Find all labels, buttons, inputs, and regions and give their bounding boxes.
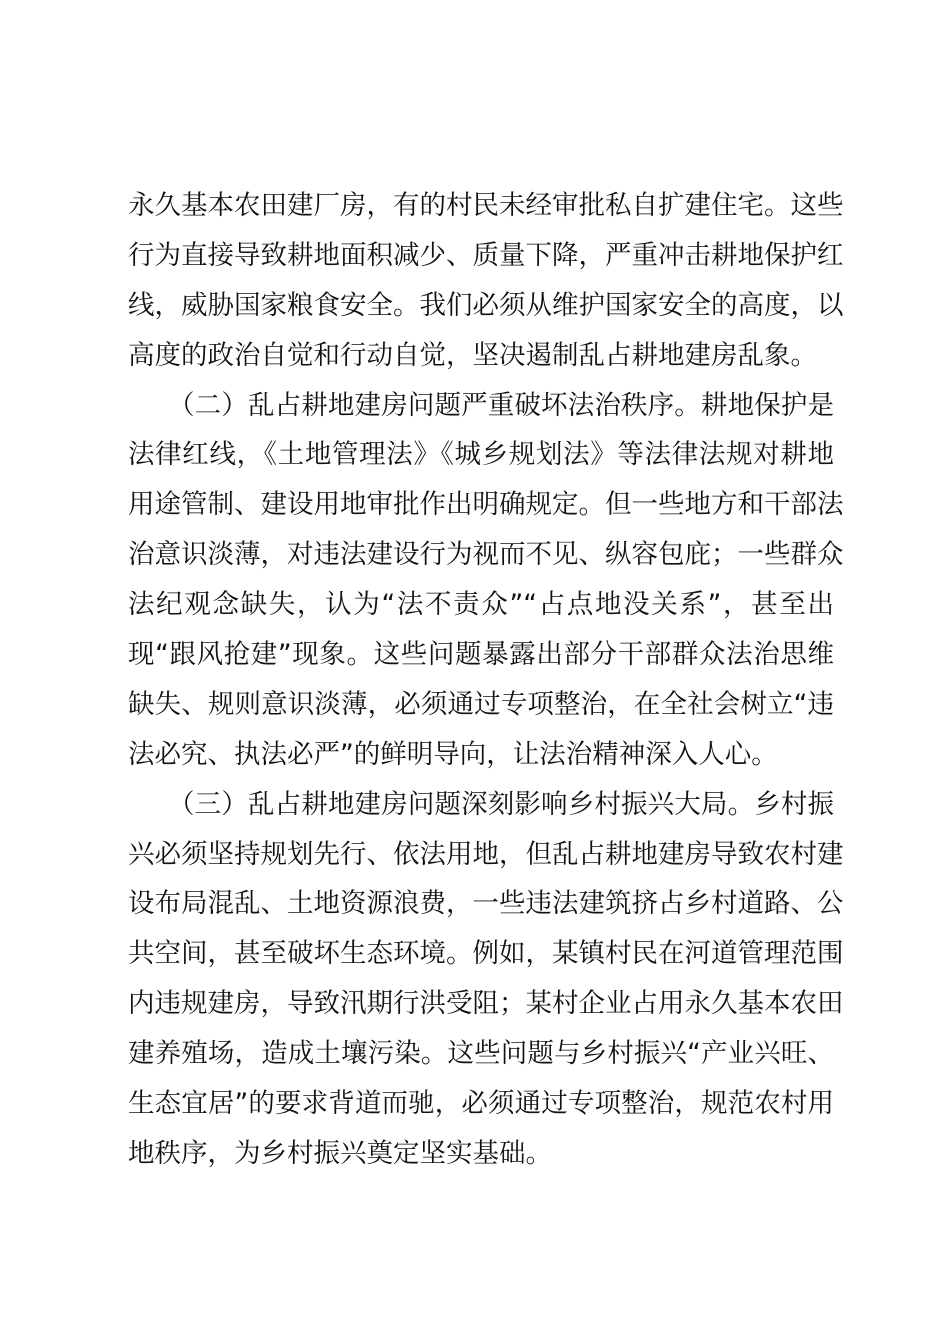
text-line: 线，威胁国家粮食安全。我们必须从维护国家安全的高度，以: [128, 289, 844, 321]
text-line: 内违规建房，导致汛期行洪受阻；某村企业占用永久基本农田: [128, 988, 844, 1020]
text-line: 建养殖场，造成土壤污染。这些问题与乡村振兴“产业兴旺、: [128, 1038, 834, 1070]
text-line: 法律红线，《土地管理法》《城乡规划法》等法律法规对耕地: [128, 439, 834, 471]
paragraph-2: [128, 381, 844, 780]
text-line: 行为直接导致耕地面积减少、质量下降，严重冲击耕地保护红: [128, 239, 844, 271]
text-line: 共空间，甚至破坏生态环境。例如，某镇村民在河道管理范围: [128, 938, 844, 970]
text-line: （二）乱占耕地建房问题严重破坏法治秩序。耕地保护是: [128, 389, 834, 421]
text-line: 兴必须坚持规划先行、依法用地，但乱占耕地建房导致农村建: [128, 838, 844, 870]
text-line: 设布局混乱、土地资源浪费，一些违法建筑挤占乡村道路、公: [128, 888, 844, 920]
document-body: [128, 181, 844, 1179]
text-line: 地秩序，为乡村振兴奠定坚实基础。: [128, 1137, 552, 1169]
text-line: 治意识淡薄，对违法建设行为视而不见、纵容包庇；一些群众: [128, 539, 844, 571]
text-line: 缺失、规则意识淡薄，必须通过专项整治，在全社会树立“违: [128, 688, 834, 720]
text-line: 现“跟风抢建”现象。这些问题暴露出部分干部群众法治思维: [128, 639, 834, 671]
text-line: 高度的政治自觉和行动自觉，坚决遏制乱占耕地建房乱象。: [128, 339, 817, 371]
text-line: 生态宜居”的要求背道而驰，必须通过专项整治，规范农村用: [128, 1088, 834, 1120]
text-line: 法纪观念缺失，认为“法不责众”“占点地没关系”，甚至出: [128, 589, 834, 621]
paragraph-1: [128, 181, 844, 381]
text-line: 法必究、执法必严”的鲜明导向，让法治精神深入人心。: [128, 738, 778, 770]
text-line: 用途管制、建设用地审批作出明确规定。但一些地方和干部法: [128, 489, 844, 521]
paragraph-3: [128, 780, 844, 1179]
text-line: （三）乱占耕地建房问题深刻影响乡村振兴大局。乡村振: [128, 788, 834, 820]
text-line: 永久基本农田建厂房，有的村民未经审批私自扩建住宅。这些: [128, 190, 844, 221]
